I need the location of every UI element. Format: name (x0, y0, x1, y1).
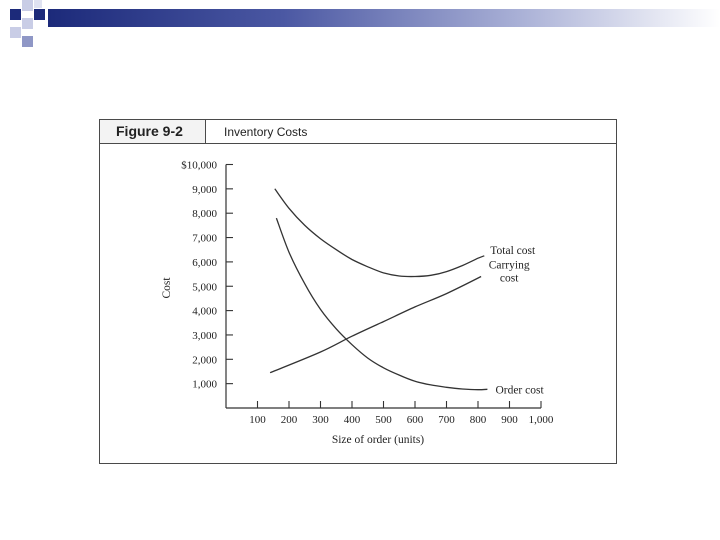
order-cost-line (276, 218, 487, 390)
total-cost-label: Total cost (490, 244, 536, 257)
series-lines (270, 189, 487, 390)
x-tick-label: 700 (438, 414, 455, 426)
y-tick-label: 8,000 (192, 208, 217, 221)
x-tick-label: 900 (501, 414, 518, 426)
x-tick-label: 300 (312, 414, 329, 426)
series-labels (489, 245, 545, 396)
carrying-cost-label: Carrying (488, 259, 530, 272)
x-tick-label: 200 (280, 414, 298, 426)
y-tick-label: 7,000 (192, 232, 217, 245)
x-tick-label: 400 (343, 414, 361, 426)
y-tick-label: 6,000 (192, 256, 217, 269)
figure-title: Inventory Costs (224, 125, 308, 139)
y-tick-label: 3,000 (192, 329, 217, 342)
total-cost-line (275, 189, 485, 277)
carrying-cost-label: cost (499, 272, 519, 285)
x-tick-label: 800 (469, 414, 487, 426)
x-axis-title: Size of order (units) (331, 434, 425, 446)
y-tick-label: 5,000 (192, 281, 217, 294)
x-tick-label: 600 (406, 414, 424, 426)
y-tick-label: 1,000 (192, 378, 217, 391)
y-axis-title: Cost (161, 277, 173, 299)
y-tick-label: 9,000 (192, 183, 217, 196)
order-cost-label: Order cost (495, 384, 544, 397)
y-axis (181, 160, 233, 409)
x-tick-label: 500 (375, 414, 392, 426)
x-tick-label: 100 (249, 414, 266, 426)
x-tick-label: 1,000 (528, 414, 554, 426)
y-tick-label: 4,000 (192, 305, 217, 318)
y-tick-label: $10,000 (181, 159, 217, 172)
x-axis (226, 401, 554, 426)
y-tick-label: 2,000 (192, 354, 217, 367)
carrying-cost-line (270, 277, 481, 373)
figure-number-label: Figure 9-2 (100, 120, 206, 143)
